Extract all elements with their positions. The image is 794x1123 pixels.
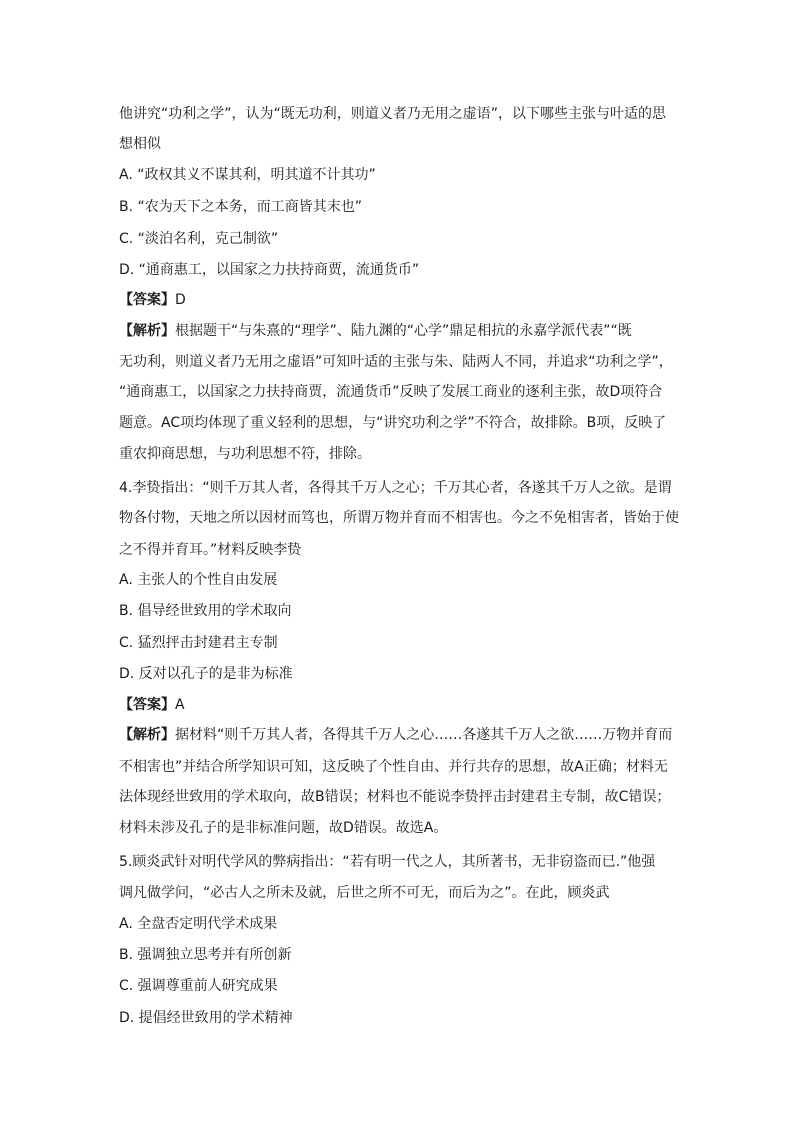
q4-analysis-line-2: 不相害也”并结合所学知识可知，这反映了个性自由、并行共存的思想，故A正确；材料无 <box>119 759 668 775</box>
q4-answer-value: A <box>175 697 185 713</box>
q3-analysis-line-4: 题意。AC项均体现了重义轻利的思想，与“讲究功利之学”不符合，故排除。B项，反映了 <box>119 415 667 431</box>
q5-option-d: D. 提倡经世致用的学术精神 <box>119 1010 293 1026</box>
q4-option-b: B. 倡导经世致用的学术取向 <box>119 603 292 619</box>
q4-stem-line-2: 物各付物，天地之所以因材而笃也，所谓万物并育而不相害也。今之不免相害者，皆始于使 <box>119 510 679 526</box>
q3-analysis-line-1 <box>119 321 689 341</box>
q3-analysis-line-3: “通商惠工，以国家之力扶持商贾，流通货币”反映了发展工商业的逐利主张，故D项符合 <box>119 384 663 400</box>
q5-option-c: C. 强调尊重前人研究成果 <box>119 978 278 994</box>
q4-analysis-line-4: 材料未涉及孔子的是非标准问题，故D错误。故选A。 <box>119 820 448 836</box>
q3-analysis-text-1: 根据题干“与朱熹的“理学”、陆九渊的“心学”鼎足相抗的永嘉学派代表”“既 <box>175 323 632 339</box>
q3-stem-line-2: 想相似 <box>119 136 161 152</box>
q3-stem-line-1: 他讲究“功利之学”，认为“既无功利，则道义者乃无用之虚语”，以下哪些主张与叶适的思 <box>119 106 667 122</box>
q3-answer-label: 【答案】 <box>119 292 175 308</box>
q4-answer <box>119 695 689 715</box>
q5-stem-line-2: 调凡做学问，“必古人之所未及就，后世之所不可无，而后为之”。在此，顾炎武 <box>119 885 610 901</box>
q3-analysis-line-2: 无功利，则道义者乃无用之虚语”可知叶适的主张与朱、陆两人不同，并追求“功利之学”， <box>119 354 673 370</box>
q3-option-c: C. “淡泊名利，克己制欲” <box>119 231 279 247</box>
q3-option-d: D. “通商惠工，以国家之力扶持商贾，流通货币” <box>119 262 420 278</box>
q3-analysis-line-5: 重农抑商思想，与功利思想不符，排除。 <box>119 446 371 462</box>
q4-option-d: D. 反对以孔子的是非为标准 <box>119 666 293 682</box>
q4-analysis-label: 【解析】 <box>119 727 175 743</box>
q5-stem-line-1: 5.顾炎武针对明代学风的弊病指出：“若有明一代之人，其所著书，无非窃盗而已.”他强 <box>119 854 656 870</box>
q3-answer <box>119 290 689 310</box>
q4-stem-line-1: 4.李贽指出：“则千万其人者，各得其千万人之心；千万其心者，各遂其千万人之欲。是谓 <box>119 480 672 496</box>
q3-answer-value: D <box>175 292 186 308</box>
q4-analysis-text-1: 据材料“则千万其人者，各得其千万人之心……各遂其千万人之欲……万物并育而 <box>175 727 673 743</box>
q3-option-a: A. “政权其义不谋其利，明其道不计其功” <box>119 167 376 183</box>
q4-analysis-line-1 <box>119 725 689 745</box>
q4-answer-label: 【答案】 <box>119 697 175 713</box>
q4-analysis-line-3: 法体现经世致用的学术取向，故B错误；材料也不能说李贽抨击封建君主专制，故C错误； <box>119 789 671 805</box>
q4-stem-line-3: 之不得并育耳。”材料反映李贽 <box>119 542 302 558</box>
q3-option-b: B. “农为天下之本务，而工商皆其末也” <box>119 199 363 215</box>
q5-option-a: A. 全盘否定明代学术成果 <box>119 916 278 932</box>
q5-option-b: B. 强调独立思考并有所创新 <box>119 947 292 963</box>
q3-analysis-label: 【解析】 <box>119 323 175 339</box>
q4-option-c: C. 猛烈抨击封建君主专制 <box>119 635 278 651</box>
q4-option-a: A. 主张人的个性自由发展 <box>119 572 278 588</box>
